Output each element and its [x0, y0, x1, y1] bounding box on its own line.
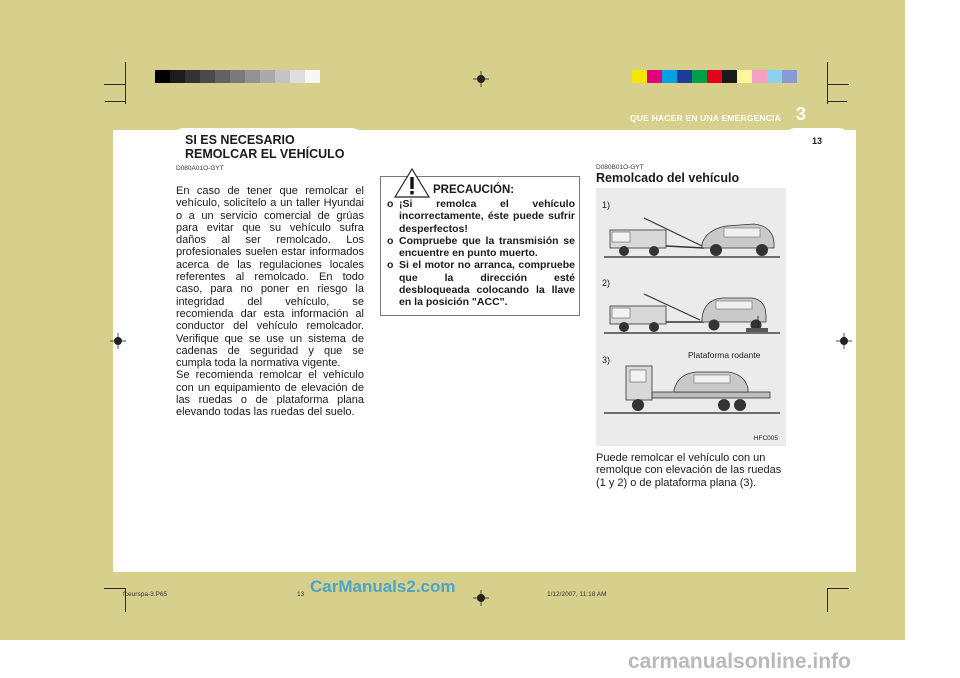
calibration-swatch — [155, 70, 170, 83]
crop-mark — [827, 588, 828, 612]
bullet: o — [387, 198, 394, 210]
caution-item-text: ¡Si remolca el vehículo incorrectamente, éste puede sufrir desperfectos! — [399, 198, 575, 235]
calibration-swatch — [290, 70, 305, 83]
towing-illustration — [596, 188, 786, 446]
bullet: o — [387, 234, 394, 247]
crop-mark — [827, 84, 849, 85]
grayscale-calibration-strip — [155, 70, 320, 83]
body-paragraph: En caso de tener que remolcar el vehículo, solicítelo a un taller Hyundai o a un servicio comercial de grúas para evitar que su vehículo sufra daños al ser remolcado. Los profesionales suelen estar informados acerca de las regulaciones locales referentes al remolcado. En todo caso, para no poner en riesgo la integridad del vehículo, se recomienda dar esta información al conductor del vehículo remolcador. Verifique que se use un sistema de cadenas de seguridad y que se cumpla toda la normativa vigente. — [176, 185, 364, 370]
section-header: QUE HACER EN UNA EMERGENCIA — [630, 113, 782, 123]
section-title — [185, 133, 345, 161]
footer-date: 1/12/2007, 11:18 AM — [547, 591, 607, 598]
body-paragraph: Se recomienda remolcar el vehículo con un equipamiento de elevación de las ruedas o de plataforma plana elevando todas las ruedas del suelo. — [176, 369, 364, 419]
color-calibration-strip — [632, 70, 797, 83]
dolly-label: Plataforma rodante — [688, 350, 761, 360]
crop-mark — [827, 588, 849, 589]
calibration-swatch — [782, 70, 797, 83]
section-title-line: REMOLCAR EL VEHÍCULO — [185, 147, 345, 161]
towing-body-text — [176, 185, 364, 419]
calibration-swatch — [185, 70, 200, 83]
chapter-number: 3 — [796, 104, 807, 124]
warning-triangle-icon — [393, 167, 431, 199]
registration-target-icon — [473, 71, 489, 87]
calibration-swatch — [692, 70, 707, 83]
page-number-tab — [785, 128, 849, 148]
footer-file-name: fceurspa-3.P65 — [123, 591, 168, 598]
calibration-swatch — [215, 70, 230, 83]
caution-title: PRECAUCIÓN: — [433, 184, 515, 196]
crop-mark — [827, 62, 828, 104]
wheel-lift-with-dolly-icon — [604, 286, 780, 342]
crop-mark — [827, 101, 847, 102]
calibration-swatch — [305, 70, 320, 83]
figure-caption: Puede remolcar el vehículo con un remolque con elevación de las ruedas (1 y 2) o de plataforma plana (3). — [596, 452, 782, 489]
caution-list — [387, 198, 575, 309]
calibration-swatch — [752, 70, 767, 83]
figure-code: HFC005 — [753, 435, 778, 442]
figure-label-3: 3) — [602, 355, 611, 365]
calibration-swatch — [632, 70, 647, 83]
calibration-swatch — [170, 70, 185, 83]
watermark-bottom: carmanualsonline.info — [628, 650, 851, 673]
crop-mark — [104, 84, 126, 85]
caution-box — [380, 176, 580, 316]
crop-mark — [125, 62, 126, 104]
calibration-swatch — [722, 70, 737, 83]
calibration-swatch — [662, 70, 677, 83]
caution-item-text: Si el motor no arranca, compruebe que la dirección esté desbloqueada colocando la llave en la posición "ACC". — [399, 259, 575, 309]
section-code: D080A01O-GYT — [176, 165, 224, 172]
calibration-swatch — [677, 70, 692, 83]
registration-target-icon — [836, 333, 852, 349]
section-title-line: SI ES NECESARIO — [185, 133, 295, 147]
flatbed-tow-truck-icon — [604, 358, 780, 420]
caution-item-text: Compruebe que la transmisión se encuentre en punto muerto. — [399, 234, 575, 260]
watermark-top: CarManuals2.com — [310, 577, 456, 596]
calibration-swatch — [737, 70, 752, 83]
footer-page-number: 13 — [297, 591, 305, 598]
page-number: 13 — [811, 136, 822, 146]
registration-target-icon — [110, 333, 126, 349]
calibration-swatch — [707, 70, 722, 83]
caution-item — [387, 235, 575, 260]
wheel-lift-tow-truck-icon — [604, 208, 780, 268]
caution-item — [387, 259, 575, 308]
figure-label-1: 1) — [602, 200, 611, 210]
section-title-tab — [170, 128, 365, 164]
subsection-code: D080B01O-GYT — [596, 164, 644, 171]
calibration-swatch — [230, 70, 245, 83]
crop-mark — [105, 101, 125, 102]
caution-item — [387, 198, 575, 235]
bullet: o — [387, 259, 394, 272]
calibration-swatch — [647, 70, 662, 83]
calibration-swatch — [767, 70, 782, 83]
calibration-swatch — [200, 70, 215, 83]
calibration-swatch — [275, 70, 290, 83]
calibration-swatch — [260, 70, 275, 83]
figure-label-2: 2) — [602, 278, 611, 288]
subsection-title: Remolcado del vehículo — [596, 171, 740, 185]
calibration-swatch — [245, 70, 260, 83]
registration-target-icon — [473, 590, 489, 606]
crop-mark — [104, 588, 126, 589]
